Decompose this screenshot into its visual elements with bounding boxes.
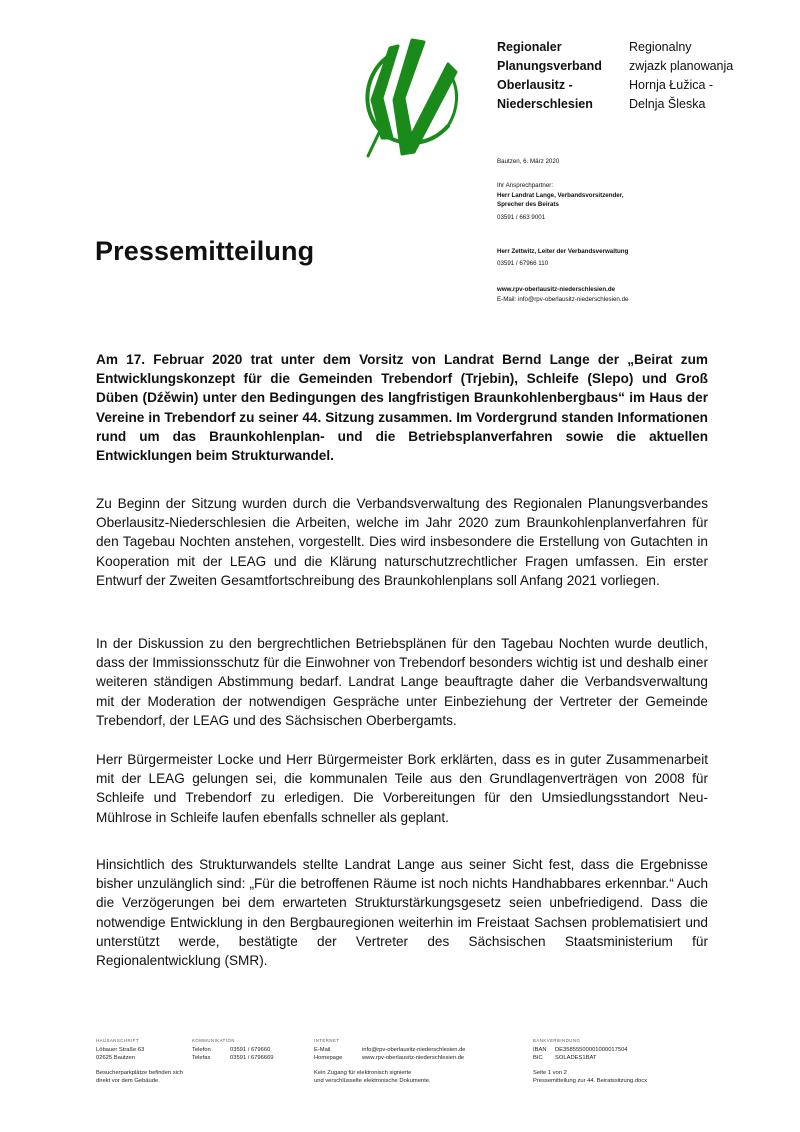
org-name-sorbian — [629, 38, 733, 114]
bic-value: SOLADES1BAT — [555, 1055, 597, 1062]
contact-person-1-role: Sprecher des Beirats — [497, 201, 559, 208]
place-date: Bautzen, 6. März 2020 — [497, 158, 560, 165]
footer-note: Besucherparkplätze befinden sich — [96, 1069, 184, 1076]
page-number: Seite 1 von 2 — [533, 1069, 567, 1076]
org-name-line: Delnja Šleska — [629, 97, 706, 111]
org-name-line: Hornja Łužica - — [629, 78, 714, 92]
body-paragraph: In der Diskussion zu den bergrechtlichen Betriebsplänen für den Tagebau Nochten wurde deutlich, dass der Immissionsschutz für die Einwohner von Trebendorf besonders wichtig ist und deshalb einer weiteren ständigen Abstimmung bedarf. Landrat Lange beauftragte daher die Verbandsverwaltung mit der Moderation der notwendigen Gespräche unter Einbeziehung der Vertreter der Gemeinde Trebendorf, der LEAG und des Sächsischen Oberbergamts. — [96, 636, 708, 728]
footer-note: direkt vor dem Gebäude. — [96, 1078, 160, 1085]
contact-label: Ihr Ansprechpartner: — [497, 182, 554, 189]
body-paragraph: Herr Bürgermeister Locke und Herr Bürgermeister Bork erklärten, dass es in guter Zusammenarbeit mit der LEAG gelungen sei, die kommunalen Teile aus den Grundlagenverträgen von 2008 für Schleife und Trebendorf zu erledigen. Die Vorbereitungen für den Umsiedlungsstandort Neu-Mühlrose in Schleife laufen ebenfalls schneller als geplant. — [96, 752, 708, 825]
contact-person-2-phone: 03591 / 67966 110 — [497, 259, 549, 267]
contact-person-1-phone: 03591 / 663 9001 — [497, 213, 546, 221]
lead-paragraph: Am 17. Februar 2020 trat unter dem Vorsitz von Landrat Bernd Lange der „Beirat zum Entwicklungskonzept für die Gemeinden Trebendorf (Trjebin), Schleife (Slepo) und Groß Düben (Dźěwin) unter den Bedingungen des langfristigen Braunkohlenbergbaus“ im Haus der Vereine in Trebendorf zu seiner 44. Sitzung zusammen. Im Vordergrund standen Informationen rund um das Braunkohlenplan- und die Betriebsplanverfahren sowie die aktuellen Entwicklungen beim Strukturwandel. — [96, 352, 708, 464]
footer-communication — [192, 1037, 274, 1063]
rpv-logo-icon — [352, 34, 472, 158]
contact-person-2: Herr Zettwitz, Leiter der Verbandsverwaltung — [497, 248, 629, 255]
iban-value: DE35855500001000017504 — [555, 1046, 628, 1053]
fax-label: Telefax — [192, 1055, 211, 1062]
footer-caption: KOMMUNIKATION — [192, 1038, 235, 1043]
footer-note: Kein Zugang für elektronisch signierte — [314, 1069, 412, 1076]
footer-caption: INTERNET — [314, 1038, 340, 1043]
org-name-line: Regionalny — [629, 40, 692, 54]
bic-label: BIC — [533, 1055, 543, 1062]
contact-web-block — [497, 285, 628, 304]
phone-label: Telefon — [192, 1046, 211, 1053]
org-name-line: Regionaler — [497, 40, 562, 54]
footer-note: und verschlüsselte elektronische Dokumente. — [314, 1078, 431, 1085]
email-label: E-Mail — [314, 1046, 331, 1053]
footer-email-link[interactable]: info@rpv-oberlausitz-niederschlesien.de — [362, 1046, 466, 1053]
contact-person-1: Herr Landrat Lange, Verbandsvorsitzender, — [497, 191, 624, 199]
page-title: Pressemitteilung — [95, 236, 315, 266]
contact-block-2 — [497, 247, 628, 268]
footer-bank — [533, 1037, 647, 1086]
org-name-line: Planungsverband — [497, 59, 602, 73]
footer-homepage-link[interactable]: www.rpv-oberlausitz-niederschlesien.de — [362, 1055, 465, 1062]
footer-address — [96, 1037, 183, 1086]
phone-value: 03591 / 679660 — [230, 1046, 271, 1053]
footer-caption: HAUSANSCHRIFT — [96, 1038, 140, 1043]
email-link[interactable]: E-Mail: info@rpv-oberlausitz-niederschlesien.de — [497, 295, 629, 303]
org-name-line: zwjazk planowanja — [629, 59, 734, 73]
contact-block — [497, 181, 624, 222]
fax-value: 03591 / 6796669 — [230, 1055, 274, 1062]
body-paragraph: Zu Beginn der Sitzung wurden durch die Verbandsverwaltung des Regionalen Planungsverbandes Oberlausitz-Niederschlesien die Arbeiten, welche im Jahr 2020 zum Braunkohlenplanverfahren für den Tagebau Nochten anstehen, vorgestellt. Dies wird insbesondere die Erstellung von Gutachten in Kooperation mit der LEAG und die Klärung naturschutzrechtlicher Fragen umfassen. Ein erster Entwurf der Zweiten Gesamtfortschreibung des Braunkohlenplans soll Anfang 2021 vorliegen. — [96, 496, 708, 588]
homepage-label: Homepage — [314, 1055, 343, 1062]
org-name-german — [497, 38, 602, 114]
footer-internet — [314, 1037, 466, 1086]
org-name-line: Niederschlesien — [497, 97, 593, 111]
org-name-line: Oberlausitz - — [497, 78, 573, 92]
document-filename: Pressemitteilung zur 44. Beiratssitzung.docx — [533, 1078, 648, 1085]
footer-caption: BANKVERBINDUNG — [533, 1038, 581, 1043]
footer-street: Löbauer Straße 63 — [96, 1046, 145, 1053]
footer-city: 02625 Bautzen — [96, 1055, 136, 1062]
website-link[interactable]: www.rpv-oberlausitz-niederschlesien.de — [497, 286, 616, 293]
body-paragraph: Hinsichtlich des Strukturwandels stellte Landrat Lange aus seiner Sicht fest, dass die Ergebnisse bisher unzulänglich sind: „Für die betroffenen Räume ist noch nichts Handhabbares erkennbar.“ Auch die Verzögerungen bei dem erwarteten Strukturstärkungsgesetz seien unbefriedigend. Dass die notwendige Entwicklung in den Bergbauregionen weiterhin im Freistaat Sachsen problematisiert und unterstützt werde, bestätigte der Vertreter des Sächsischen Staatsministerium für Regionalentwicklung (SMR). — [96, 857, 708, 969]
iban-label: IBAN — [533, 1046, 547, 1053]
